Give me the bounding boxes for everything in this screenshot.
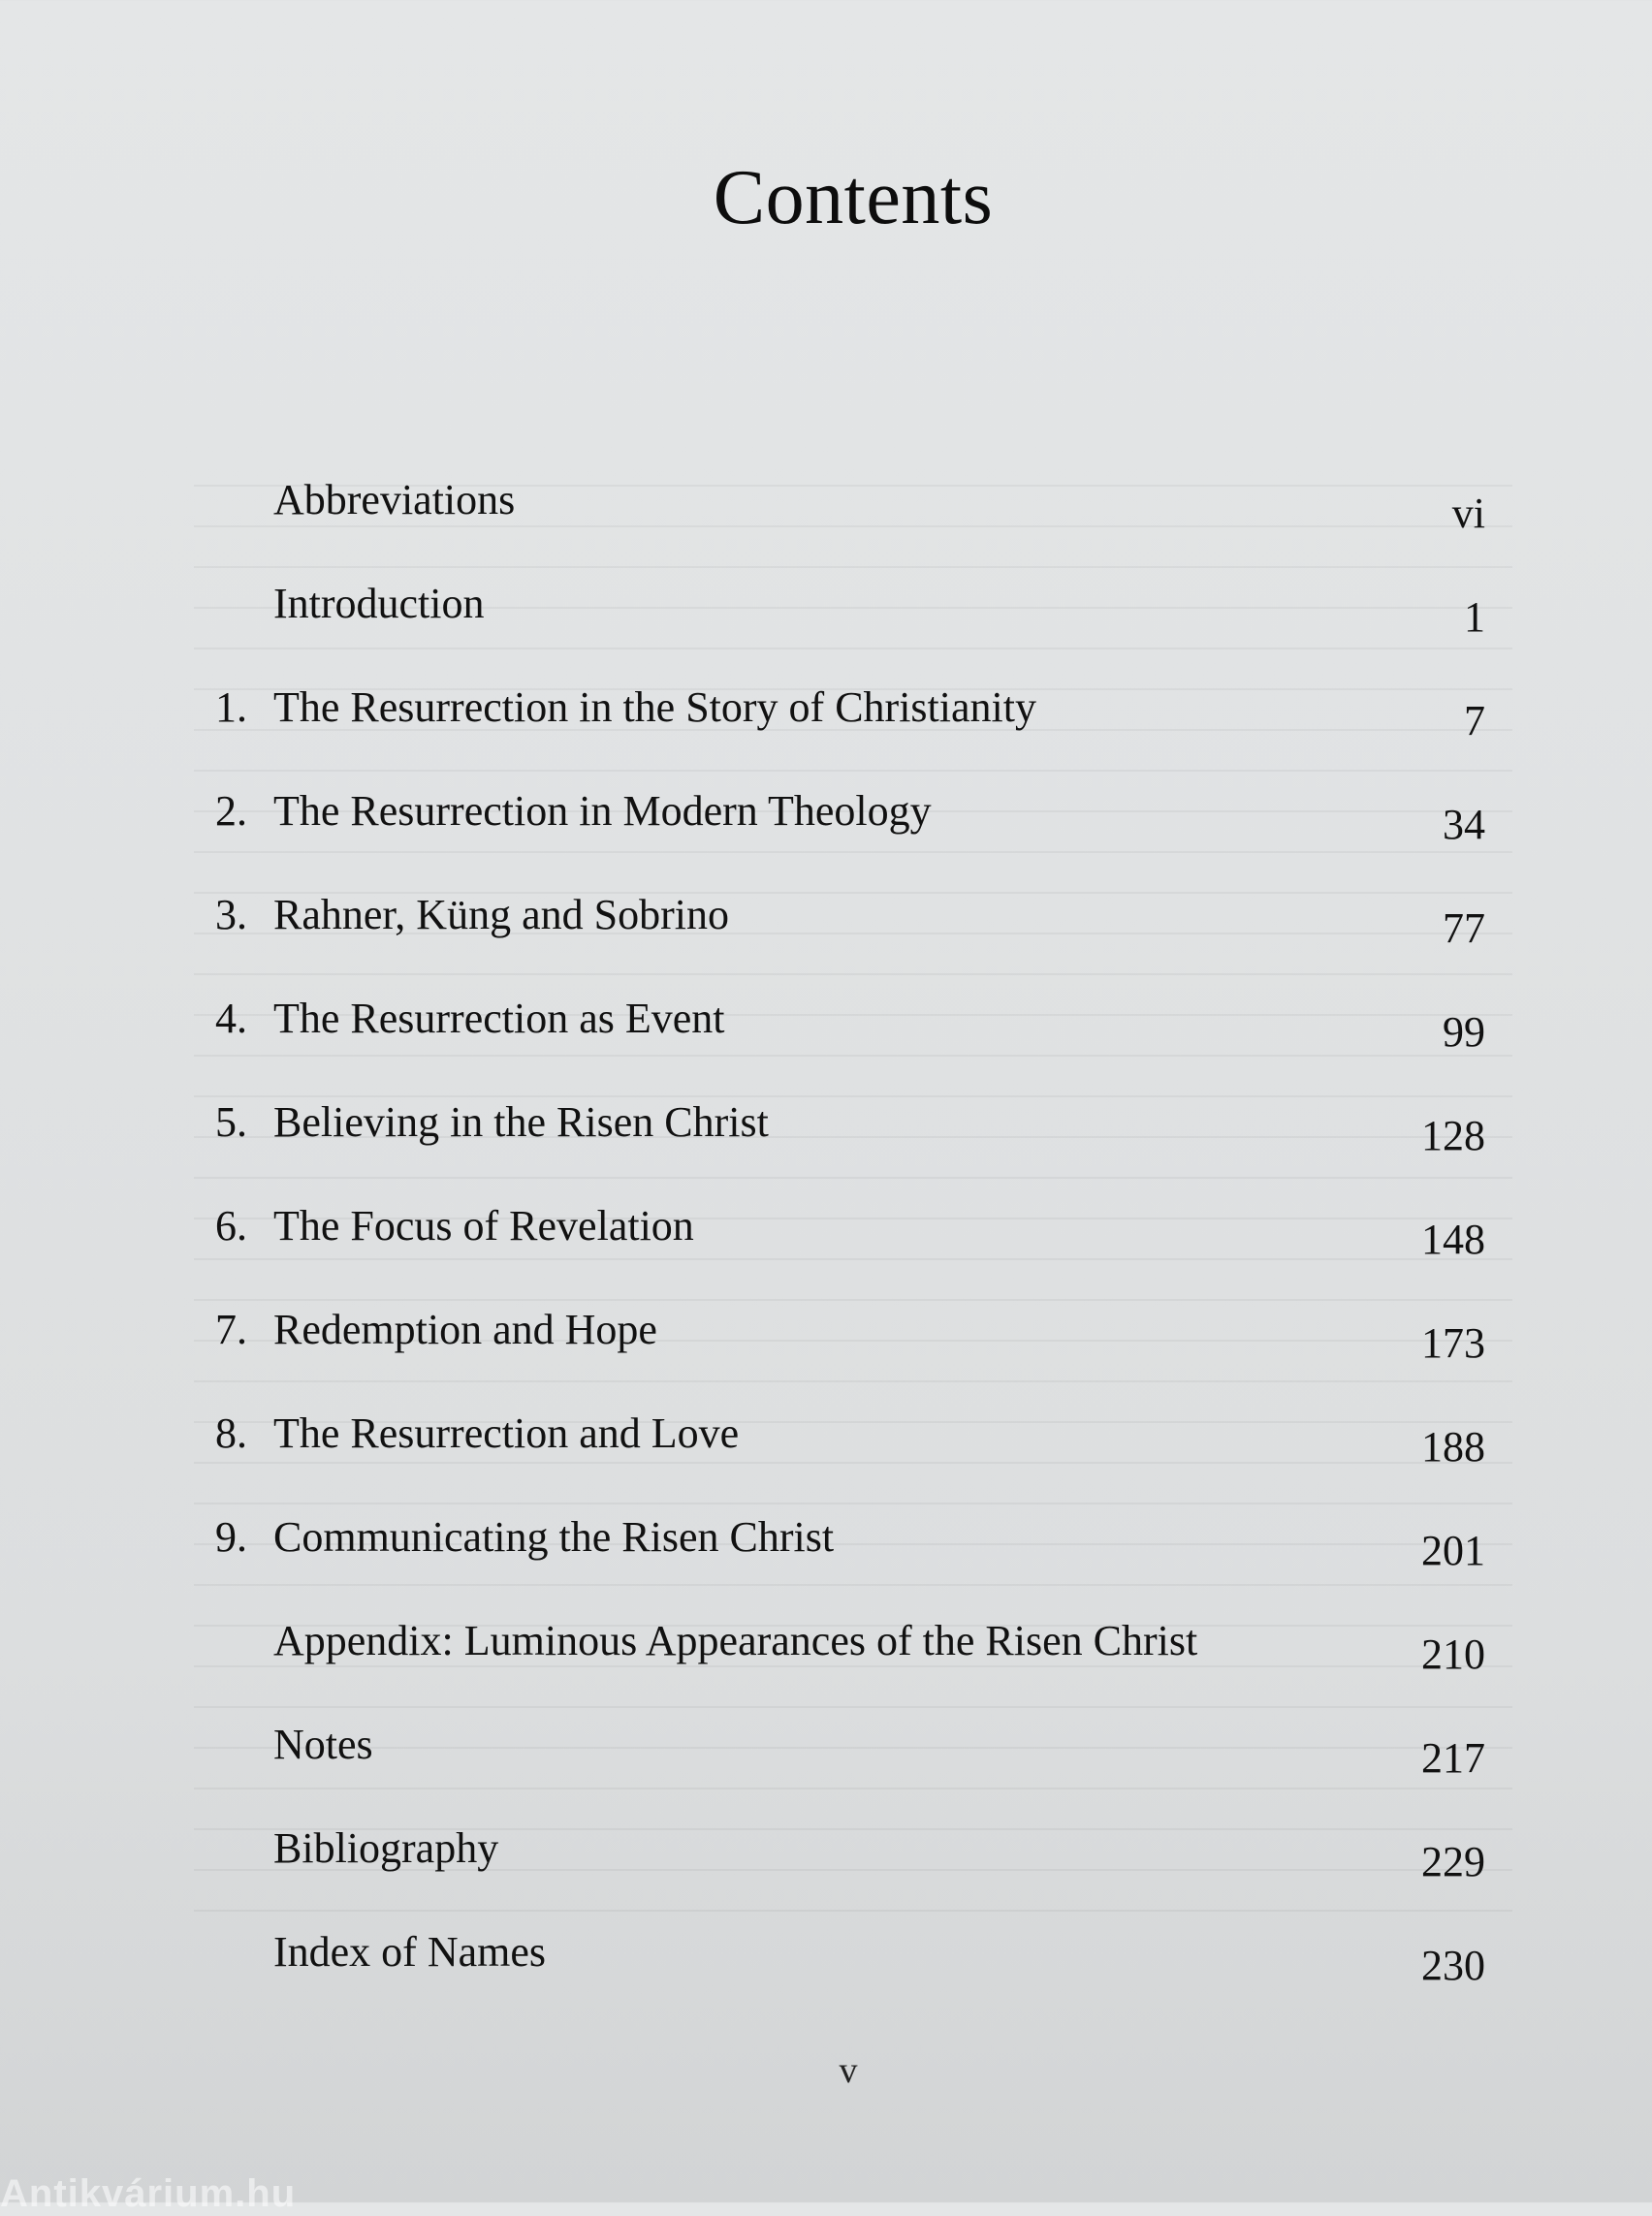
toc-entry-chapter-7 [0,1305,1652,1409]
entry-number: 6. [215,1202,247,1250]
entry-number: 7. [215,1306,247,1353]
entry-page: vi [1451,490,1485,537]
entry-number: 2. [215,787,247,835]
page-title: Contents [713,154,994,240]
entry-page: 188 [1421,1423,1485,1471]
entry-number: 9. [215,1513,247,1561]
watermark: Antikvárium.hu [0,2172,297,2215]
entry-number: 4. [215,995,247,1042]
entry-label: The Resurrection as Event [273,995,725,1042]
entry-label: The Resurrection in the Story of Christianity [273,683,1036,731]
page-folio: v [839,2050,858,2091]
entry-page: 148 [1421,1216,1485,1263]
entry-number: 8. [215,1409,247,1457]
entry-label: Index of Names [273,1928,547,1976]
entry-page: 210 [1421,1630,1485,1678]
entry-page: 173 [1421,1319,1485,1367]
toc-entry-appendix [0,1616,1652,1720]
entry-page: 230 [1421,1942,1485,1989]
entry-page: 7 [1464,697,1485,744]
entry-label: Appendix: Luminous Appearances of the Risen Christ [273,1617,1198,1664]
entry-label: Believing in the Risen Christ [273,1098,769,1146]
entry-label: Introduction [273,580,485,627]
entry-page: 201 [1421,1527,1485,1574]
table-of-contents [0,475,1652,2031]
toc-entry-chapter-8 [0,1409,1652,1512]
entry-page: 34 [1443,801,1485,848]
toc-entry-notes [0,1720,1652,1823]
entry-page: 1 [1464,593,1485,641]
toc-entry-chapter-5 [0,1097,1652,1201]
toc-entry-index-of-names [0,1927,1652,2031]
entry-number: 5. [215,1098,247,1146]
entry-page: 128 [1421,1112,1485,1159]
toc-entry-chapter-2 [0,786,1652,890]
toc-entry-chapter-1 [0,682,1652,786]
entry-label: The Resurrection and Love [273,1409,740,1457]
entry-page: 99 [1443,1008,1485,1056]
entry-page: 77 [1443,904,1485,952]
entry-label: The Resurrection in Modern Theology [273,787,932,835]
toc-entry-abbreviations [0,475,1652,579]
toc-entry-introduction [0,579,1652,682]
entry-label: Abbreviations [273,476,516,523]
entry-label: Bibliography [273,1824,499,1872]
entry-label: The Focus of Revelation [273,1202,694,1250]
toc-entry-chapter-4 [0,994,1652,1097]
toc-entry-chapter-9 [0,1512,1652,1616]
entry-page: 229 [1421,1838,1485,1885]
entry-label: Notes [273,1721,373,1768]
entry-number: 1. [215,683,247,731]
entry-label: Redemption and Hope [273,1306,657,1353]
toc-entry-chapter-3 [0,890,1652,994]
entry-label: Rahner, Küng and Sobrino [273,891,729,938]
entry-number: 3. [215,891,247,938]
toc-entry-chapter-6 [0,1201,1652,1305]
entry-label: Communicating the Risen Christ [273,1513,835,1561]
toc-entry-bibliography [0,1823,1652,1927]
entry-page: 217 [1421,1734,1485,1782]
